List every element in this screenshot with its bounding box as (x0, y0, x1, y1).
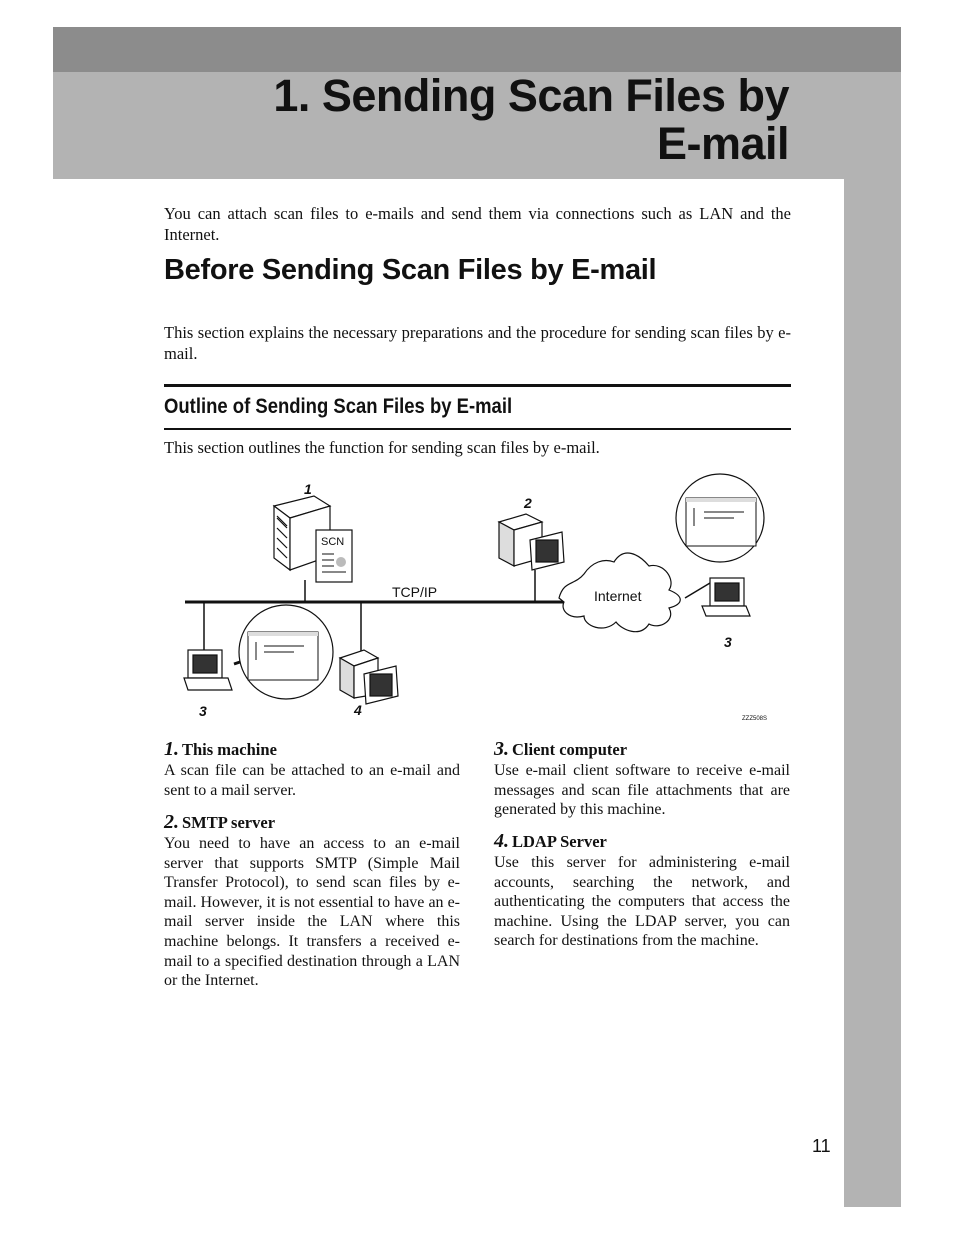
callout-2: 2 (524, 495, 532, 511)
ldap-server-icon (340, 650, 398, 704)
section-paragraph: This section explains the necessary preparations and the procedure for sending scan files by e-mail. (164, 323, 791, 363)
item-number: 2. (164, 811, 179, 833)
client-computer-left-icon (184, 650, 232, 690)
figure-code: ZZZ508S (742, 716, 768, 722)
tcpip-label: TCP/IP (392, 584, 438, 600)
list-item (494, 830, 790, 951)
callout-3-left: 3 (199, 703, 207, 719)
internet-cloud (559, 553, 680, 632)
callout-3-right: 3 (724, 634, 732, 650)
internet-label: Internet (594, 588, 642, 604)
item-title (494, 830, 790, 853)
subsection-paragraph: This section outlines the function for sending scan files by e-mail. (164, 438, 600, 457)
page-number: 11 (812, 1136, 831, 1156)
item-title-text: Client computer (512, 740, 628, 759)
callout-4: 4 (354, 702, 362, 718)
subsection-rule-bottom (164, 428, 791, 430)
list-item (164, 811, 460, 991)
item-text: You need to have an access to an e-mail server that supports SMTP (Simple Mail Transfer Protocol), to send scan files by e-mail. However, it is not essential to have an e-mail server inside the LAN where this machine belongs. It transfers a received e-mail to a specified destination through a LAN or the Internet. (164, 835, 460, 990)
client-magnifier-left (234, 605, 333, 699)
subsection-title: Outline of Sending Scan Files by E-mail (164, 395, 513, 418)
subsection-rule-top (164, 384, 791, 387)
item-title-text: SMTP server (182, 813, 276, 832)
item-title (494, 738, 790, 761)
item-title (164, 811, 460, 834)
item-title-text: This machine (182, 740, 277, 759)
intro-paragraph: You can attach scan files to e-mails and send them via connections such as LAN and the Internet. (164, 204, 791, 244)
side-tab (844, 179, 901, 1207)
smtp-server-icon (499, 514, 564, 570)
item-text: A scan file can be attached to an e-mail and sent to a mail server. (164, 762, 460, 799)
item-title-text: LDAP Server (512, 832, 607, 851)
item-number: 1. (164, 738, 179, 760)
scan-document-icon (316, 530, 352, 582)
item-text: Use e-mail client software to receive e-mail messages and scan file attachments that are generated by this machine. (494, 762, 790, 819)
callout-1: 1 (304, 481, 312, 497)
scn-label: SCN (321, 536, 345, 548)
chapter-header-strip (53, 27, 901, 72)
item-text: Use this server for administering e-mail accounts, searching the network, and authenticating the computers that access the machine. Using the LDAP server, you can search for destinations from the machine. (494, 854, 790, 950)
chapter-title-line1: 1. Sending Scan Files by (273, 70, 789, 121)
item-title (164, 738, 460, 761)
item-number: 3. (494, 738, 509, 760)
client-magnifier-right (676, 474, 764, 562)
section-title: Before Sending Scan Files by E-mail (164, 254, 657, 286)
list-item (494, 738, 790, 820)
list-item (164, 738, 460, 800)
network-diagram (164, 470, 791, 730)
chapter-title (273, 72, 789, 168)
item-number: 4. (494, 830, 509, 852)
chapter-title-line2: E-mail (656, 118, 789, 169)
